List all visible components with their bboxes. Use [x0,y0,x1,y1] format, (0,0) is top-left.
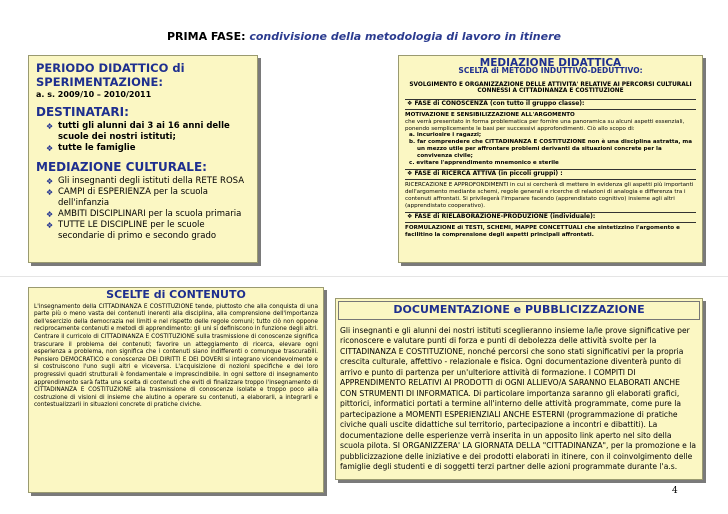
list-item: ❖ AMBITI DISCIPLINARI per la scuola primaria [46,209,250,220]
phase-research: ❖ FASE di RICERCA ATTIVA (in piccoli gruppi) : [405,169,696,180]
title-sub: condivisione della metodologia di lavoro in itinere [249,30,561,43]
list-item: c. evitare l'apprendimento mnemonico e sterile [409,159,559,166]
mediation-list [46,176,250,242]
phase-research-text: RICERCAZIONE E APPROFONDIMENTI in cui si cercherà di mettere in evidenza gli aspetti più importanti dell'argomento mediante schemi, regole generali e ricerche di relazioni di analogia e differenza tra i contenuti affrontati. Si privilegerà l'imparare facendo (apprendistato cognitivo) insieme agli altri (apprendistato cooperativo). [405,182,694,209]
period-panel [28,55,258,263]
phase-elaboration-text: FORMULAZIONE di TESTI, SCHEMI, MAPPE CONCETTUALI che sintetizzino l'argomento e facilitino la comprensione degli aspetti principali affrontati. [405,225,680,238]
mediation-heading: MEDIAZIONE CULTURALE: [36,160,207,174]
phase-knowledge-text: che verrà presentato in forma problematica per fornire una panoramica su alcuni aspetti essenziali, ponendo semplicemente le basi per successivi approfondimenti. Ciò allo scopo di: [405,118,685,132]
phase-elaboration: ❖ FASE di RIELABORAZIONE-PRODUZIONE (individuale): [405,212,696,223]
method-subheading: SCELTA di METODO INDUTTIVO-DEDUTTIVO: [458,65,643,75]
recipients-list [46,121,250,154]
title-main: PRIMA FASE: [167,30,246,43]
content-choices-panel [28,287,324,493]
phase-knowledge-title: MOTIVAZIONE E SENSIBILIZZAZIONE ALL'ARGOMENTO [405,111,575,118]
page-number: 4 [672,486,678,496]
list-item: ❖ tutte le famiglie [46,143,250,154]
didactic-heading: MEDIAZIONE DIDATTICA [479,57,622,69]
documentation-panel [335,298,703,480]
phase-knowledge: ❖ FASE di CONOSCENZA (con tutto il gruppo classe): [405,99,696,110]
activities-intro: SVOLGIMENTO E ORGANIZZAZIONE DELLE ATTIVITA' RELATIVE AI PERCORSI CULTURALI CONNESSI A CITTADINANZA E COSTITUZIONE [409,81,692,95]
documentation-body: Gli insegnanti e gli alunni dei nostri istituti sceglieranno insieme la/le prove significative per riconoscere e valutare punti di forza e punti di debolezza delle attività svolte per la CITTADINANZA E COSTITUZIONE, nonché percorsi che sono stati significativi per la propria crescita culturale, affettivo - relazionale e fisica. Ogni documentazione diventerà punto di arrivo e punto di partenza per un'ulteriore attività di formazione. I COMPITI DI APPRENDIMENTO RELATIVI AI PRODOTTI di OGNI ALLIEVO/A SARANNO ELABORATI ANCHE CON STRUMENTI DI INFORMATICA. Di particolare importanza saranno gli elaborati grafici, pittorici, informatici portati a termine all'interno delle attività programmate, come pure la partecipazione a MOMENTI ESPERIENZIALI ANCHE ESTERNI (programmazione di pratiche civiche quali uscite didattiche sul territorio, partecipazione a incontri e dibattiti). La documentazione delle esperienze verrà inserita in un apposito link aperto nel sito della scuola pilota. SI ORGANIZZERA' LA GIORNATA DELLA "CITTADINANZA", per la promozione e la pubblicizzazione delle iniziative e dei prodotti elaborati in itinere, con il coinvolgimento delle famiglie degli studenti e di soggetti terzi partner delle azioni programmate durante l'a.s. [340,325,697,471]
recipients-heading: DESTINATARI: [36,105,129,119]
list-item: b. far comprendere che CITTADINANZA E COSTITUZIONE non è una disciplina astratta, ma un mezzo utile per affrontare problemi derivanti da situazioni concrete per la convivenza civile; [409,139,693,159]
list-item: ❖ TUTTE LE DISCIPLINE per le scuole secondarie di primo e secondo grado [46,220,250,242]
divider [0,276,728,277]
content-body: L'insegnamento della CITTADINANZA E COSTITUZIONE tende, piuttosto che alla conquista di una parte più o meno vasta dei contenuti inerenti alla disciplina, alla comprensione dell'importanza dell'esercizio della democrazia nei limiti e nel rispetto delle regole comuni; tutto ciò non oppone reciprocamente contenuti e metodi di apprendimento: gli uni si definiscono in funzione degli altri. Centrare il curricolo di CITTADINANZA E COSTITUZIONE sulla trasmissione di conoscenze significa trascurare il problema dei contenuti; favorire un atteggiamento di ricerca, elevare ogni esperienza a problema, non significa che i contenuti siano indifferenti o comunque trascurabili. Pensiero DEMOCRATICO e conoscenze DEI DIRITTI E DEI DOVERI si integrano vicendevolmente e si costruiscono l'uno sugli altri e viceversa. L'acquisizione di nozioni specifiche e dei loro progressivi quadri strutturali è fondamentale e imprescindibile. In ogni settore di insegnamento apprendimento sarà fatta una scelta di contenuti che eviti di finalizzare troppo l'insegnamento di CITTADINANZA E COSTITUZIONE alla trasmissione di conoscenze isolate e troppo poco alla costruzione di visioni di insieme che aiutino a operare su contenuti, a elaborarli, a integrarli e contestualizzarli in situazioni concrete di pratiche civiche. [34,303,318,409]
list-item: ❖ CAMPI di ESPERIENZA per la scuola dell'infanzia [46,187,250,209]
page-title [0,30,728,43]
didactic-mediation-panel [398,55,703,263]
list-item: a. incuriosire i ragazzi; [409,132,482,139]
content-heading: SCELTE di CONTENUTO [106,288,246,301]
list-item: ❖ tutti gli alunni dai 3 ai 16 anni delle scuole dei nostri istituti; [46,121,250,143]
school-year: a. s. 2009/10 – 2010/2011 [36,90,152,99]
documentation-heading: DOCUMENTAZIONE e PUBBLICIZZAZIONE [338,301,700,320]
list-item: ❖ Gli insegnanti degli istituti della RETE ROSA [46,176,250,187]
period-heading: PERIODO DIDATTICO di SPERIMENTAZIONE: [36,61,185,89]
